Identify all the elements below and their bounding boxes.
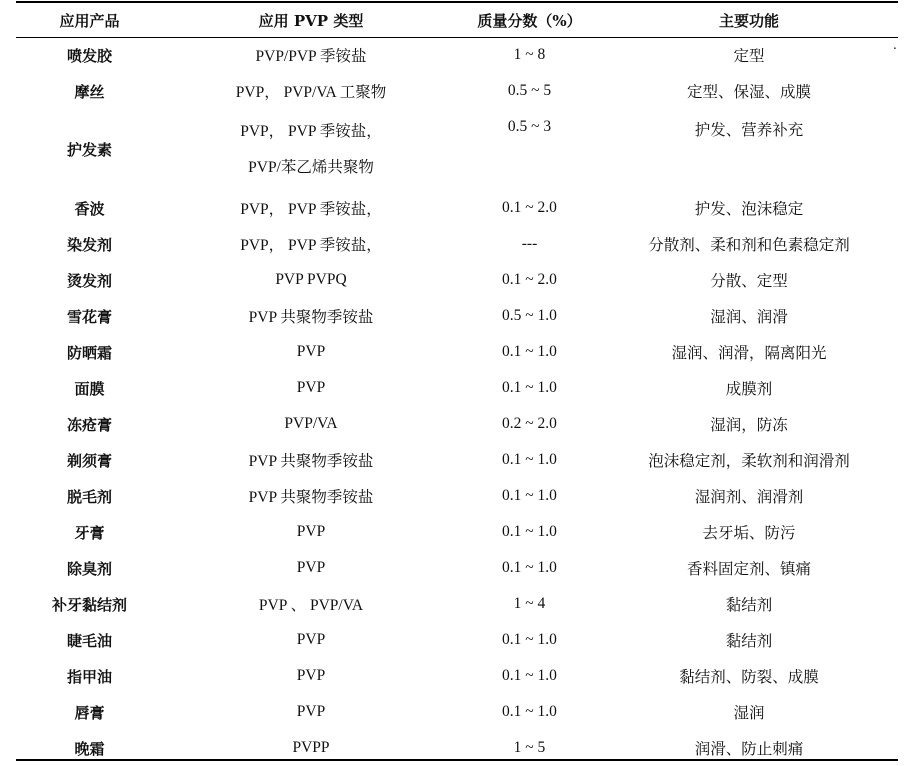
cell-pvp-type: PVP — [296, 379, 326, 396]
margin-mark: . — [893, 38, 897, 52]
cell-product: 除臭剂 — [66, 559, 112, 578]
cell-pvp-type: PVP， PVP/VA 工聚物 — [235, 84, 387, 101]
cell-product: 染发剂 — [66, 235, 112, 254]
cell-main-function: 湿润、润滑 — [710, 309, 788, 326]
table-row — [16, 514, 898, 550]
cell-mass-fraction: 0.2 ~ 2.0 — [502, 415, 557, 432]
cell-product: 摩丝 — [74, 82, 105, 101]
cell-product: 雪花膏 — [66, 307, 112, 326]
cell-pvp-type: PVP 、 PVP/VA — [258, 597, 364, 614]
cell-main-function: 分散剂、柔和剂和色素稳定剂 — [648, 237, 850, 254]
table-row — [16, 550, 898, 586]
cell-pvp-type: PVPP — [292, 739, 330, 756]
cell-main-function: 香料固定剂、镇痛 — [686, 561, 811, 578]
cell-pvp-type: PVP/PVP 季铵盐 — [255, 48, 367, 65]
cell-pvp-type: PVP 共聚物季铵盐 — [248, 309, 374, 326]
cell-mass-fraction: 0.1 ~ 1.0 — [502, 343, 557, 360]
cell-main-function: 湿润剂、润滑剂 — [694, 489, 804, 506]
cell-pvp-type: PVP， PVP 季铵盐， — [240, 201, 382, 218]
cell-product: 指甲油 — [66, 667, 112, 686]
header-main-function: 主要功能 — [718, 11, 779, 30]
cell-main-function: 护发、泡沫稳定 — [694, 201, 804, 218]
cell-product: 晚霜 — [74, 739, 105, 758]
cell-main-function: 黏结剂、防裂、成膜 — [679, 669, 819, 686]
cell-main-function: 黏结剂 — [725, 597, 773, 614]
cell-mass-fraction: 0.1 ~ 1.0 — [502, 667, 557, 684]
table-row — [16, 622, 898, 658]
cell-main-function: 湿润 — [733, 705, 765, 722]
cell-mass-fraction: --- — [521, 235, 538, 252]
cell-pvp-type: PVP — [296, 343, 326, 360]
cell-mass-fraction: 1 ~ 4 — [513, 595, 546, 612]
table-row — [16, 262, 898, 298]
cell-product: 补牙黏结剂 — [51, 595, 127, 614]
table-row — [16, 370, 898, 406]
cell-pvp-type: PVP — [296, 703, 326, 720]
table-row — [16, 586, 898, 622]
cell-mass-fraction: 0.1 ~ 2.0 — [502, 271, 557, 288]
header-pvp-type: 应用 PVP 类型 — [258, 11, 364, 30]
cell-product: 喷发胶 — [66, 46, 112, 65]
cell-main-function: 护发、营养补充 — [694, 122, 804, 139]
cell-mass-fraction: 0.1 ~ 1.0 — [502, 631, 557, 648]
table-row — [16, 478, 898, 514]
cell-mass-fraction: 0.5 ~ 3 — [507, 118, 552, 135]
cell-main-function: 黏结剂 — [725, 633, 773, 650]
cell-pvp-type: PVP， PVP 季铵盐， — [240, 237, 382, 254]
cell-pvp-type: PVP 共聚物季铵盐 — [248, 453, 374, 470]
table-row — [16, 730, 898, 766]
cell-main-function: 湿润、润滑，隔离阳光 — [671, 345, 827, 362]
cell-pvp-type: PVP — [296, 523, 326, 540]
table-row — [16, 226, 898, 262]
table-row — [16, 406, 898, 442]
table-header-row — [16, 3, 898, 37]
cell-mass-fraction: 0.1 ~ 2.0 — [502, 199, 557, 216]
pvp-applications-table — [16, 3, 898, 766]
cell-main-function: 成膜剂 — [725, 381, 773, 398]
cell-mass-fraction: 0.1 ~ 1.0 — [502, 487, 557, 504]
cell-pvp-type: PVP — [296, 631, 326, 648]
table-row — [16, 190, 898, 226]
table-row — [16, 73, 898, 109]
cell-pvp-type: PVP PVPQ — [275, 271, 347, 288]
cell-pvp-type: PVP — [296, 667, 326, 684]
cell-product: 脱毛剂 — [66, 487, 112, 506]
cell-mass-fraction: 0.1 ~ 1.0 — [502, 559, 557, 576]
cell-product: 唇膏 — [74, 703, 105, 722]
cell-pvp-type — [163, 109, 459, 190]
cell-product: 烫发剂 — [66, 271, 112, 290]
cell-product: 牙膏 — [74, 523, 105, 542]
header-mass-fraction: 质量分数（%） — [477, 11, 582, 30]
cell-main-function: 定型、保湿、成膜 — [686, 84, 811, 101]
table-row — [16, 298, 898, 334]
cell-pvp-type: PVP/VA — [284, 415, 338, 432]
table-row — [16, 109, 898, 190]
cell-mass-fraction: 0.5 ~ 5 — [507, 82, 552, 99]
cell-main-function: 泡沫稳定剂，柔软剂和润滑剂 — [648, 453, 850, 470]
cell-mass-fraction: 1 ~ 8 — [513, 46, 546, 63]
cell-main-function: 湿润，防冻 — [710, 417, 788, 434]
cell-product: 护发素 — [66, 141, 112, 159]
cell-pvp-type-line: PVP/苯乙烯共聚物 — [248, 158, 374, 176]
cell-product: 剃须膏 — [66, 451, 112, 470]
cell-product: 睫毛油 — [66, 631, 112, 650]
table-row — [16, 334, 898, 370]
header-product: 应用产品 — [59, 11, 120, 30]
table-row — [16, 442, 898, 478]
cell-mass-fraction: 1 ~ 5 — [513, 739, 546, 756]
cell-pvp-type: PVP — [296, 559, 326, 576]
cell-mass-fraction: 0.1 ~ 1.0 — [502, 523, 557, 540]
cell-mass-fraction: 0.1 ~ 1.0 — [502, 379, 557, 396]
cell-product: 香波 — [74, 199, 105, 218]
cell-main-function: 分散、定型 — [710, 273, 788, 290]
cell-main-function: 润滑、防止刺痛 — [694, 741, 804, 758]
cell-pvp-type: PVP 共聚物季铵盐 — [248, 489, 374, 506]
table-row — [16, 694, 898, 730]
cell-product: 防晒霜 — [66, 343, 112, 362]
cell-main-function: 定型 — [733, 48, 765, 65]
table-row — [16, 37, 898, 73]
cell-product: 面膜 — [74, 379, 105, 398]
cell-pvp-type-line: PVP， PVP 季铵盐， — [240, 122, 382, 140]
cell-mass-fraction: 0.5 ~ 1.0 — [502, 307, 557, 324]
cell-mass-fraction: 0.1 ~ 1.0 — [502, 703, 557, 720]
cell-main-function: 去牙垢、防污 — [702, 525, 796, 542]
cell-product: 冻疮膏 — [66, 415, 112, 434]
table-row — [16, 658, 898, 694]
cell-mass-fraction: 0.1 ~ 1.0 — [502, 451, 557, 468]
